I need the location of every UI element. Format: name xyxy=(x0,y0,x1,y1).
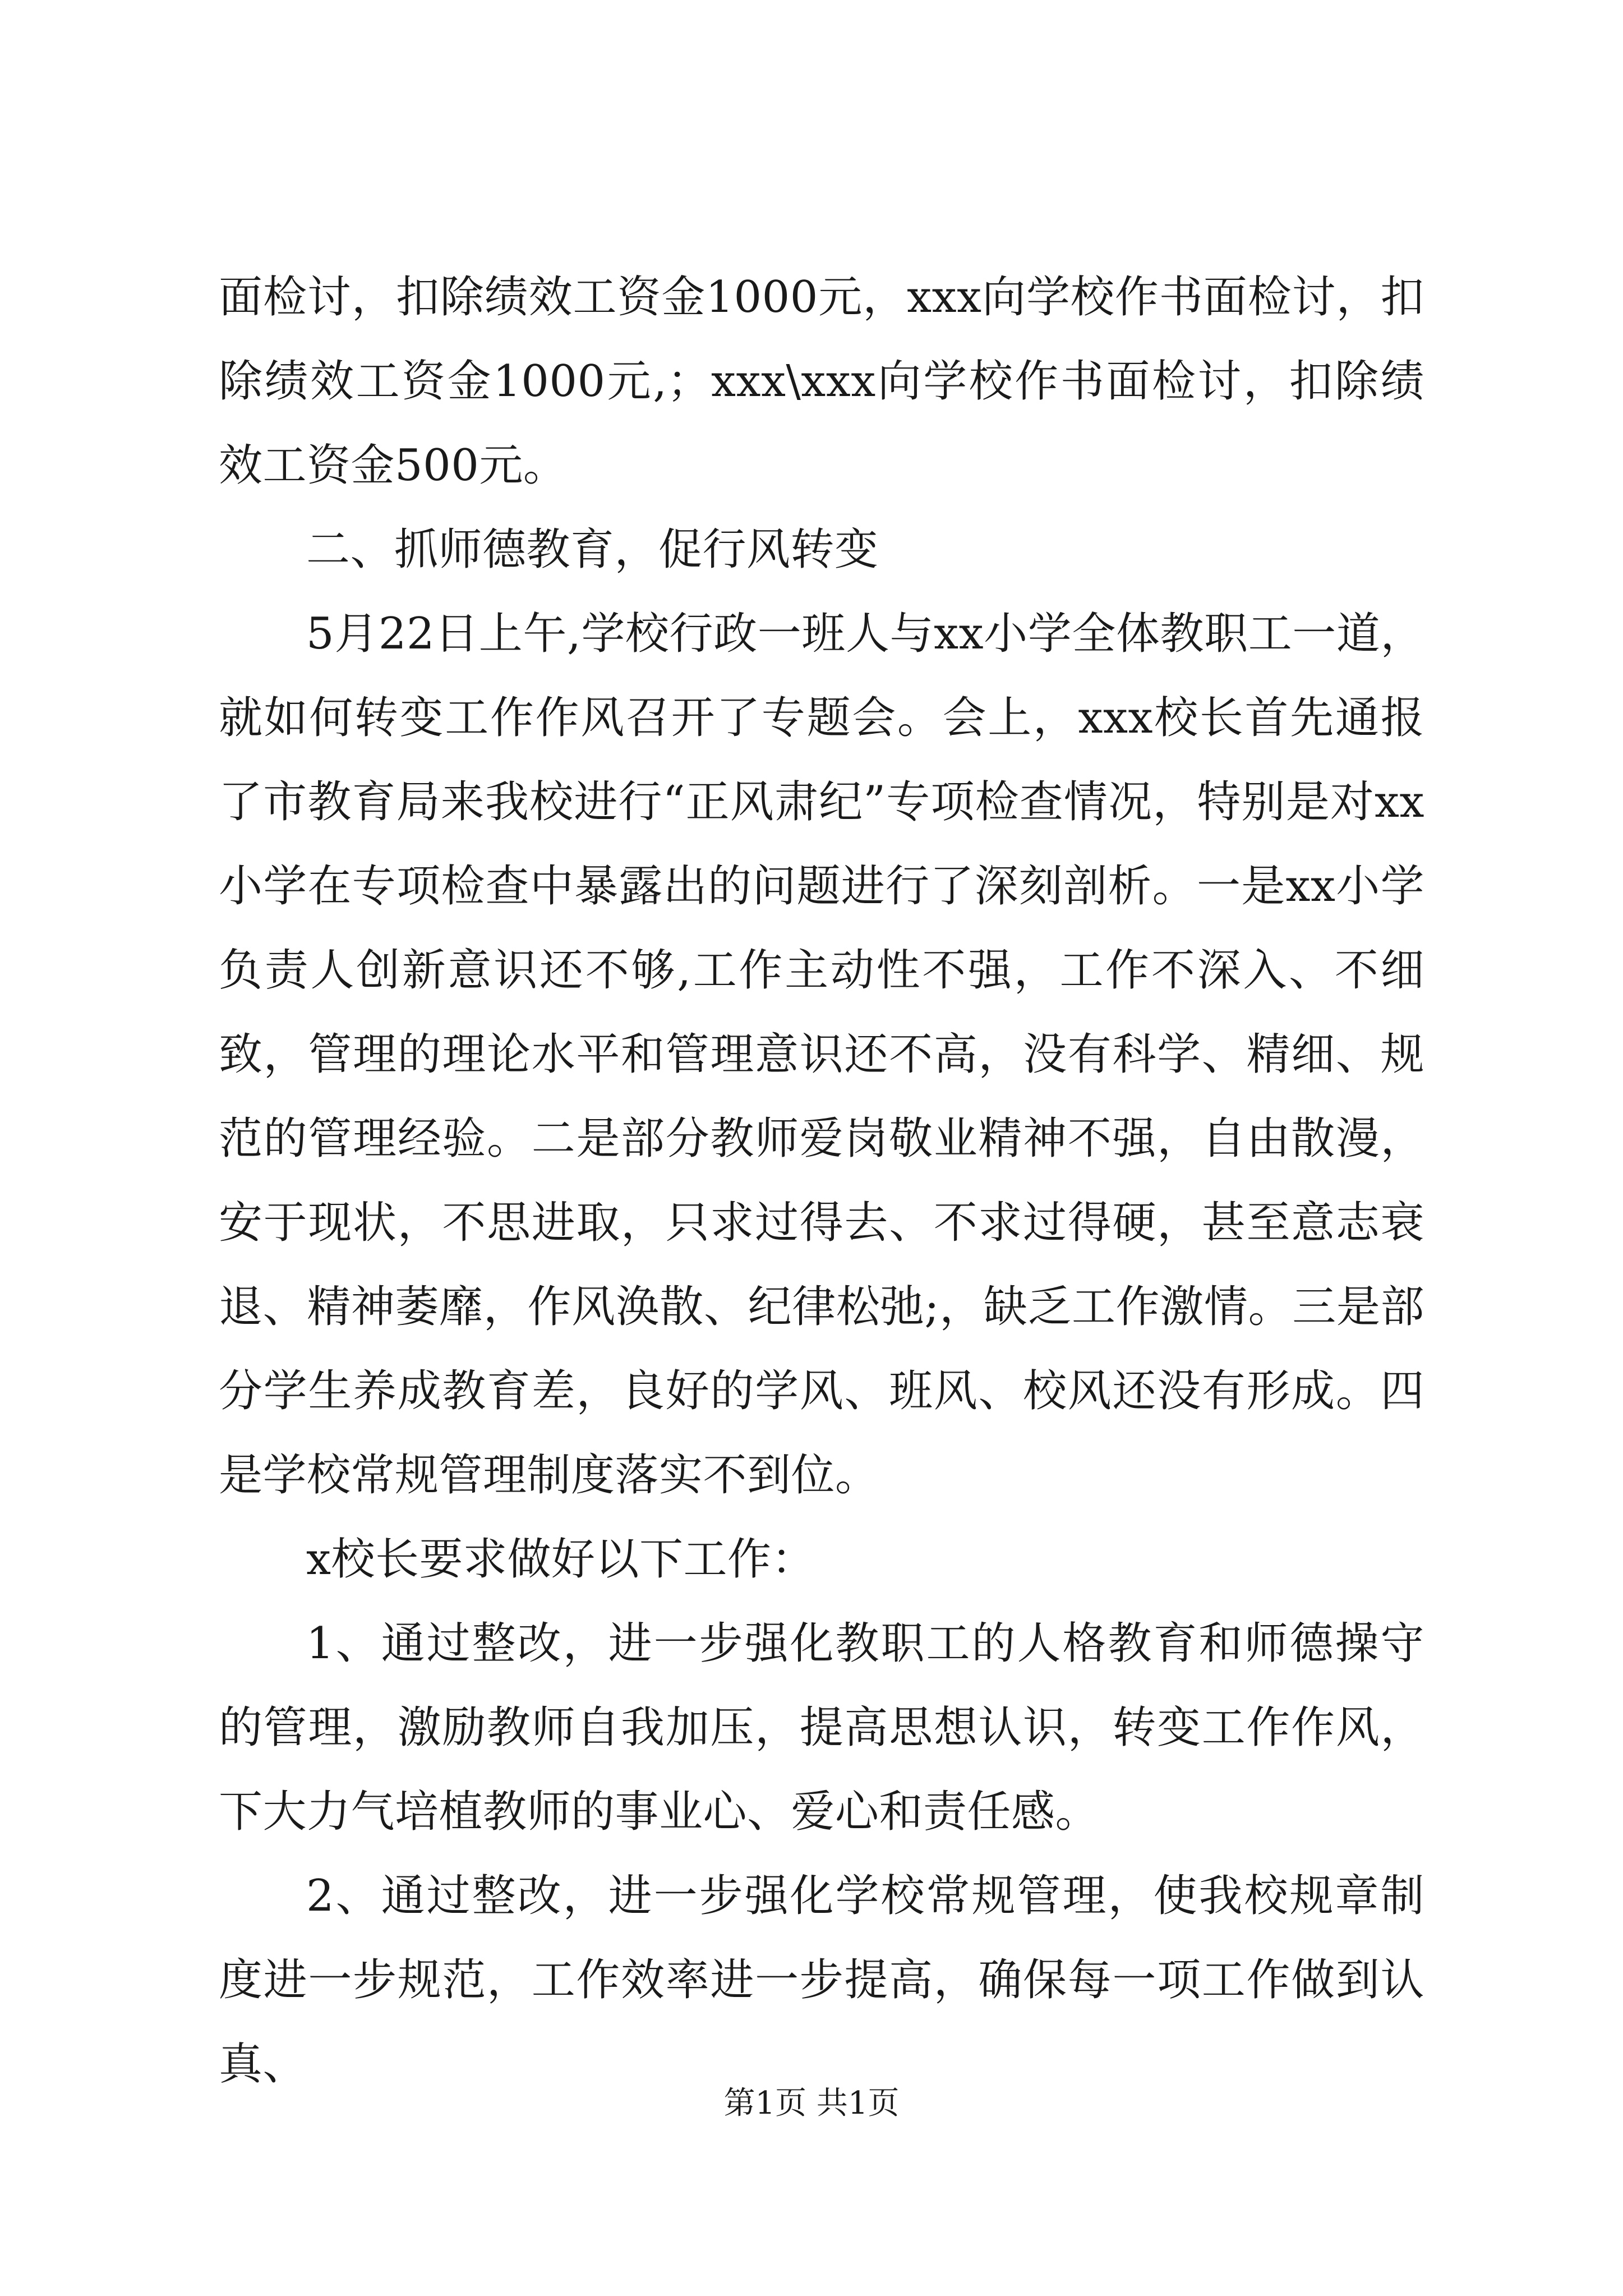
paragraph-meeting: 5月22日上午,学校行政一班人与xx小学全体教职工一道，就如何转变工作作风召开了专题会。会上，xxx校长首先通报了市教育局来我校进行“正风肃纪”专项检查情况，特别是对xx小学在专项检查中暴露出的问题进行了深刻剖析。一是xx小学负责人创新意识还不够,工作主动性不强，工作不深入、不细致，管理的理论水平和管理意识还不高，没有科学、精细、规范的管理经验。二是部分教师爱岗敬业精神不强，自由散漫，安于现状，不思进取，只求过得去、不求过得硬，甚至意志衰退、精神萎靡，作风涣散、纪律松弛;，缺乏工作激情。三是部分学生养成教育差，良好的学风、班风、校风还没有形成。四是学校常规管理制度落实不到位。 xyxy=(219,609,1424,1501)
paragraph-requirements: x校长要求做好以下工作： xyxy=(306,1534,815,1585)
list-item-2: 2、通过整改，进一步强化学校常规管理，使我校规章制度进一步规范，工作效率进一步提高，确保每一项工作做到认真、 xyxy=(219,1871,1424,2090)
page-footer xyxy=(0,2084,1623,2123)
section-heading: 二、抓师德教育，促行风转变 xyxy=(306,524,879,575)
list-item-1: 1、通过整改，进一步强化教职工的人格教育和师德操守的管理，激励教师自我加压，提高思想认识，转变工作作风，下大力气培植教师的事业心、爱心和责任感。 xyxy=(219,1618,1424,1837)
document-body xyxy=(219,255,1424,2106)
paragraph-continuation: 面检讨，扣除绩效工资金1000元，xxx向学校作书面检讨，扣除绩效工资金1000元,；xxx\xxx向学校作书面检讨，扣除绩效工资金500元。 xyxy=(219,272,1424,491)
page-number-label: 第1页 共1页 xyxy=(723,2085,900,2122)
